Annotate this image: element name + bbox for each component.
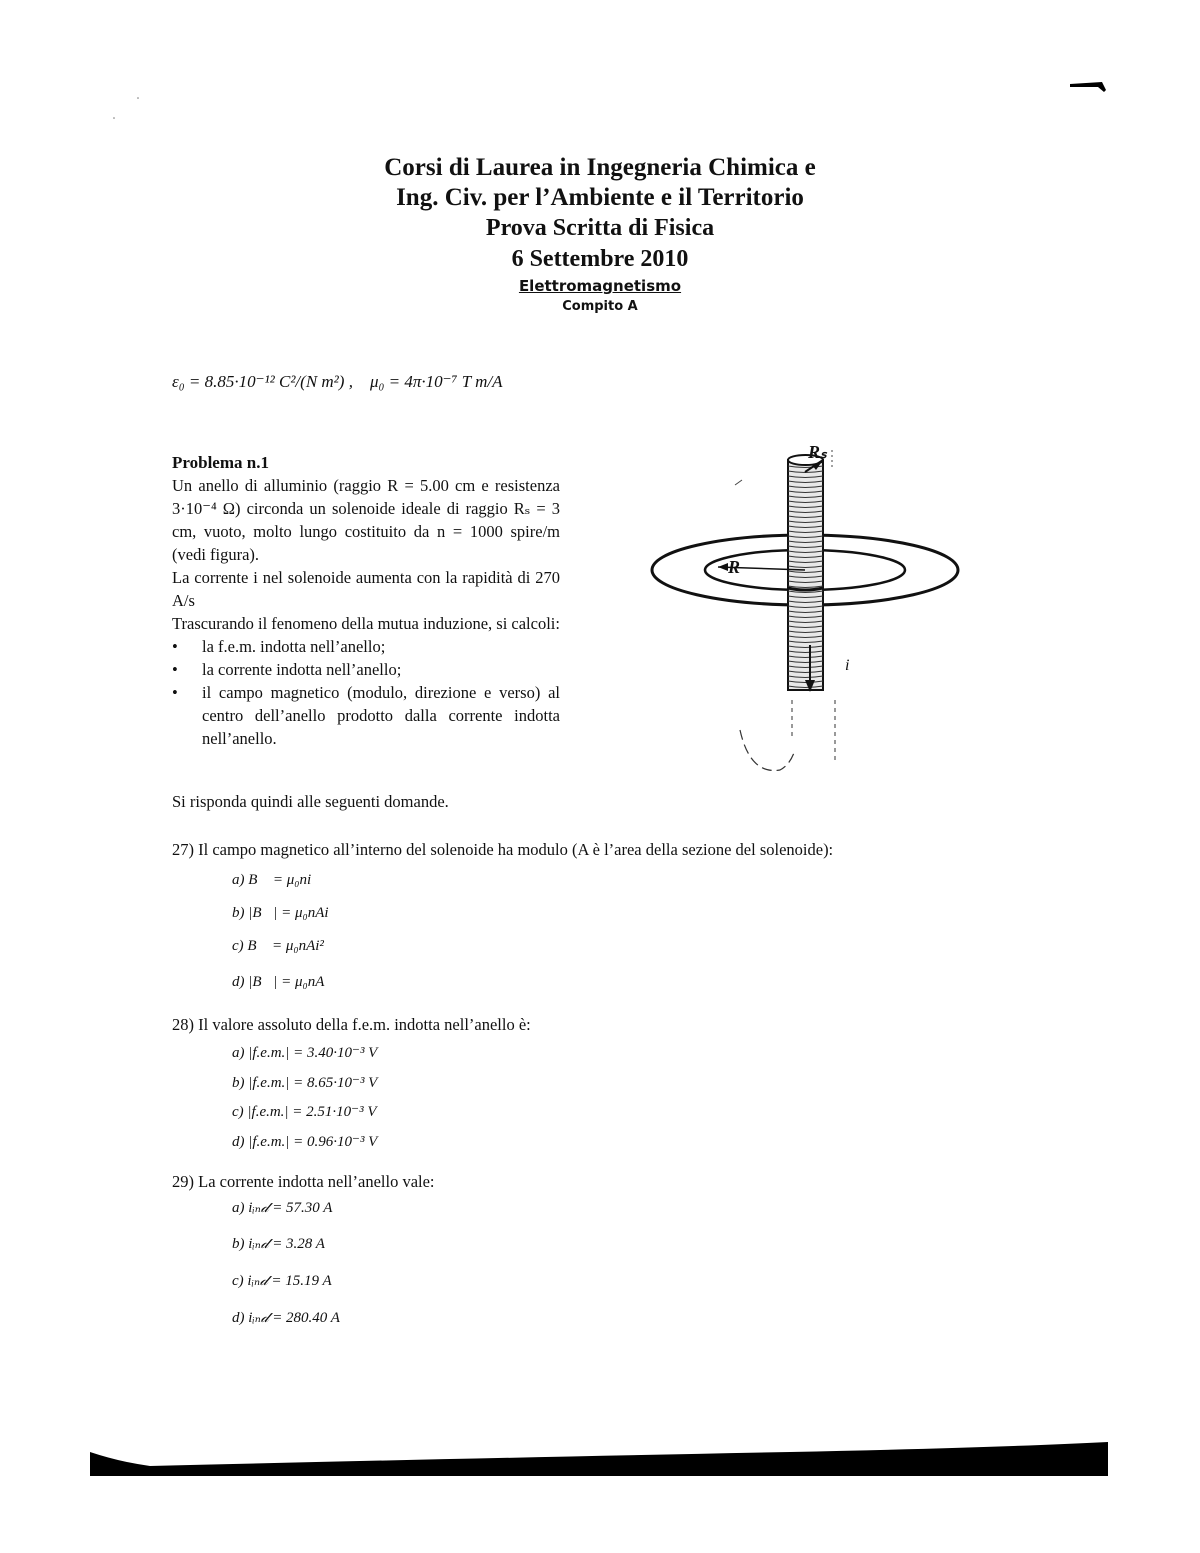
- exam-title: Prova Scritta di Fisica: [485, 215, 715, 241]
- answer-option: a) B⃗ = μ₀ni: [232, 872, 312, 888]
- answer-option: b) |B⃗| = μ₀nAi: [232, 905, 329, 921]
- answer-option: c) B⃗ = μ₀nAi²: [232, 938, 324, 954]
- exam-version: Compito A: [562, 299, 638, 314]
- problem-paragraph: La corrente i nel solenoide aumenta con la rapidità di 270 A/s: [172, 568, 560, 610]
- problem-title: Problema n.1: [172, 453, 269, 472]
- label-i: i: [845, 657, 850, 674]
- task-item: • la corrente indotta nell’anello;: [202, 658, 560, 681]
- task-item: • il campo magnetico (modulo, direzione e verso) al centro dell’anello prodotto dalla corrente indotta nell’anello.: [202, 681, 560, 750]
- answer-option: a) |f.e.m.| = 3.40·10⁻³ V: [232, 1045, 378, 1061]
- answer-option: a) iᵢₙ𝒹 = 57.30 A: [232, 1200, 333, 1216]
- closing-instruction: Si risponda quindi alle seguenti domande.: [172, 792, 449, 811]
- label-Rs: Rₛ: [808, 442, 827, 462]
- physical-constants: [172, 372, 503, 392]
- scan-border-bar: [90, 1440, 1108, 1476]
- problem-paragraph: Trascurando il fenomeno della mutua induzione, si calcoli:: [172, 614, 560, 633]
- answer-option: d) iᵢₙ𝒹 = 280.40 A: [232, 1310, 340, 1326]
- answer-option: d) |B⃗| = μ₀nA: [232, 974, 325, 990]
- answer-option: b) iᵢₙ𝒹 = 3.28 A: [232, 1236, 325, 1252]
- question-text: 28) Il valore assoluto della f.e.m. indotta nell’anello è:: [172, 1015, 531, 1034]
- constant-mu: μ₀ = 4π·10⁻⁷ T m/A: [369, 372, 503, 391]
- course-title-2: Ing. Civ. per l’Ambiente e il Territorio: [396, 184, 804, 211]
- label-R: R: [728, 557, 741, 577]
- course-title: Corsi di Laurea in Ingegneria Chimica e: [384, 154, 816, 181]
- constant-epsilon: ε₀ = 8.85·10⁻¹² C²/(N m²) ,: [172, 372, 353, 391]
- solenoid-ring-figure: [640, 430, 970, 780]
- answer-option: c) iᵢₙ𝒹 = 15.19 A: [232, 1273, 332, 1289]
- task-list: [172, 635, 560, 750]
- problem-statement: [172, 474, 560, 750]
- solenoid-body: [788, 460, 823, 690]
- scan-corner-mark: [1068, 78, 1108, 98]
- question-text: 29) La corrente indotta nell’anello vale:: [172, 1172, 435, 1191]
- answer-option: c) |f.e.m.| = 2.51·10⁻³ V: [232, 1104, 377, 1120]
- problem-paragraph: Un anello di alluminio (raggio R = 5.00 cm e resistenza 3·10⁻⁴ Ω) circonda un solenoide ideale di raggio Rₛ = 3 cm, vuoto, molto lungo costituito da n = 1000 spire/m (vedi figura).: [172, 476, 560, 564]
- exam-date: 6 Settembre 2010: [511, 246, 689, 272]
- question-text: 27) Il campo magnetico all’interno del solenoide ha modulo (A è l’area della sezione del solenoide):: [172, 840, 834, 859]
- answer-option: d) |f.e.m.| = 0.96·10⁻³ V: [232, 1134, 378, 1150]
- scan-specks: [100, 80, 160, 130]
- exam-subject: Elettromagnetismo: [518, 277, 682, 295]
- task-item: • la f.e.m. indotta nell’anello;: [202, 635, 560, 658]
- answer-option: b) |f.e.m.| = 8.65·10⁻³ V: [232, 1075, 378, 1091]
